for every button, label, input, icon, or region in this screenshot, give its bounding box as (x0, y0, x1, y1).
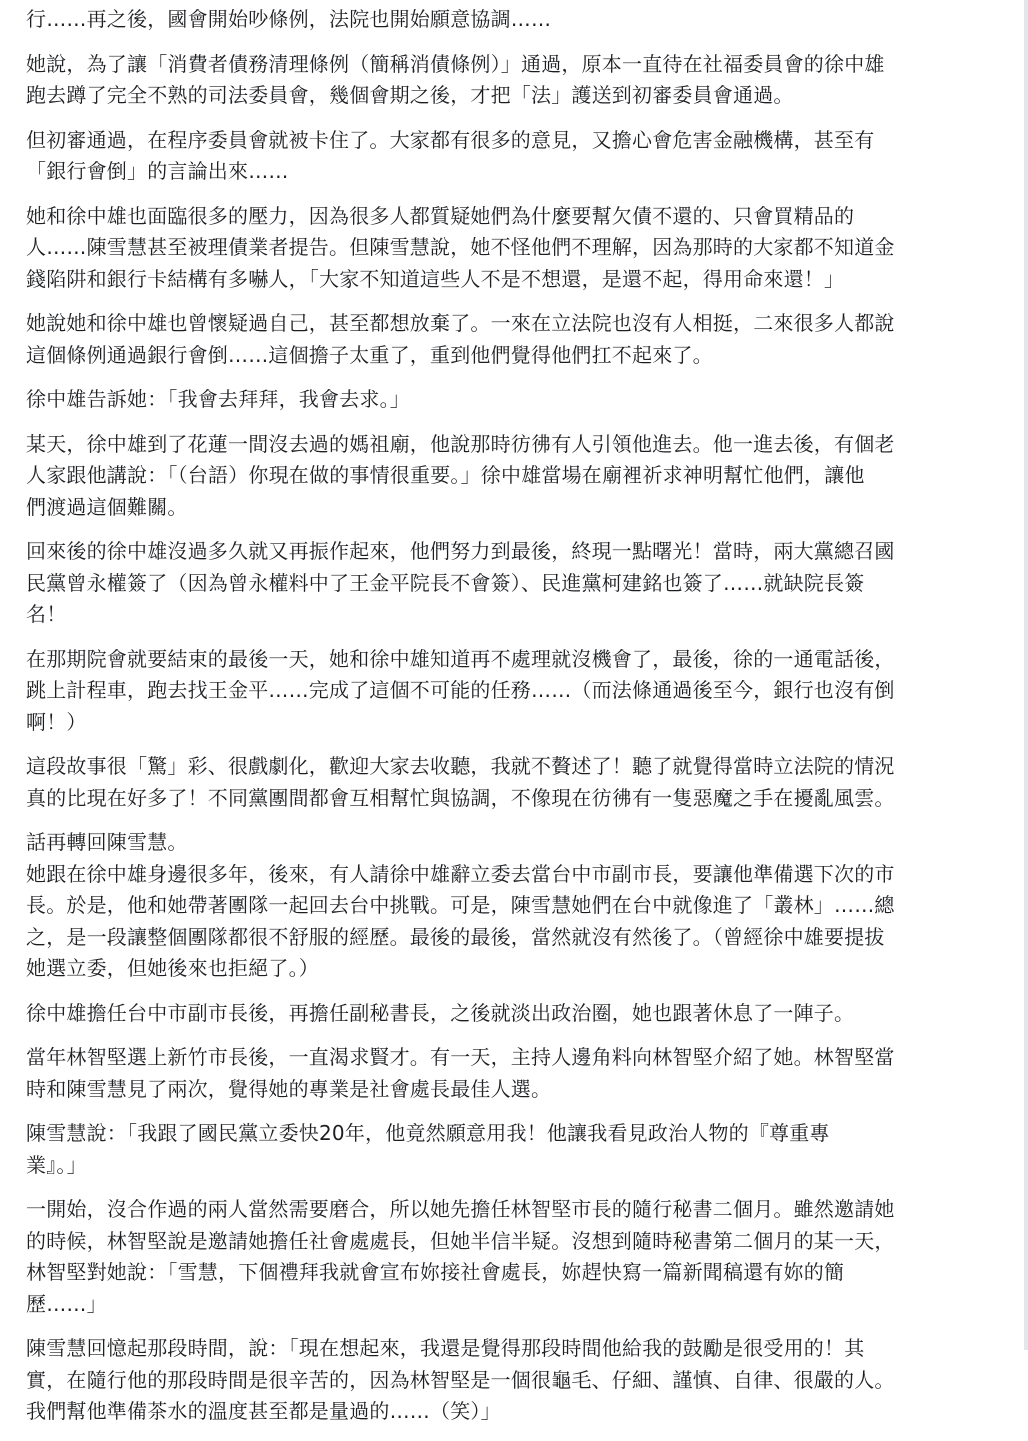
post-paragraph: 她跟在徐中雄身邊很多年，後來，有人請徐中雄辭立委去當台中市副市長，要讓他準備選下次的市 長。於是，他和她帶著團隊一起回去台中挑戰。可是，陳雪慧她們在台中就像進了「叢林」……總 之，是一段讓整個團隊都很不舒服的經歷。最後的最後，當然就沒有然後了。（曾經徐中雄要提拔 她選立委，但她後來也拒絕了。） (26, 861, 895, 980)
post-paragraph: 她說她和徐中雄也曾懷疑過自己，甚至都想放棄了。一來在立法院也沒有人相挺，二來很多人都說 這個條例通過銀行會倒……這個擔子太重了，重到他們覺得他們扛不起來了。 (26, 311, 895, 367)
post-paragraph: 但初審通過，在程序委員會就被卡住了。大家都有很多的意見，又擔心會危害金融機構，甚至有 「銀行會倒」的言論出來…… (26, 127, 875, 183)
post-paragraph: 回來後的徐中雄沒過多久就又再振作起來，他們努力到最後，終現一點曙光！當時，兩大黨總召國 民黨曾永權簽了（因為曾永權料中了王金平院長不會簽）、民進黨柯建銘也簽了……就缺院長簽 名！ (26, 539, 895, 626)
post-paragraph: 她和徐中雄也面臨很多的壓力，因為很多人都質疑她們為什麼要幫欠債不還的、只會買精品的 人……陳雪慧甚至被理債業者提告。但陳雪慧說，她不怪他們不理解，因為那時的大家都不知道金 錢陷阱和銀行卡結構有多嚇人，「大家不知道這些人不是不想還，是還不起，得用命來還！」 (26, 203, 895, 291)
post-paragraph: 徐中雄擔任台中市副市長後，再擔任副秘書長，之後就淡出政治圈，她也跟著休息了一陣子。 (26, 1000, 855, 1025)
post-paragraph: 徐中雄告訴她：「我會去拜拜，我會去求。」 (26, 387, 410, 411)
post-paragraph: 她說，為了讓「消費者債務清理條例（簡稱消債條例）」通過，原本一直待在社福委員會的徐中雄 跑去蹲了完全不熟的司法委員會，幾個會期之後，才把「法」護送到初審委員會通過。 (26, 51, 885, 107)
post-paragraph: 這段故事很「驚」彩、很戲劇化，歡迎大家去收聽，我就不贅述了！聽了就覺得當時立法院的情況 真的比現在好多了！不同黨團間都會互相幫忙與協調，不像現在彷彿有一隻惡魔之手在擾亂風雲。 (26, 754, 895, 810)
post-paragraph: 某天，徐中雄到了花蓮一間沒去過的媽祖廟，他說那時彷彿有人引領他進去。他一進去後，有個老 人家跟他講說：「（台語）你現在做的事情很重要。」徐中雄當場在廟裡祈求神明幫忙他們，讓他 們渡過這個難關。 (26, 431, 895, 519)
post-paragraph: 在那期院會就要結束的最後一天，她和徐中雄知道再不處理就沒機會了，最後，徐的一通電話後， 跳上計程車，跑去找王金平……完成了這個不可能的任務……（而法條通過後至今，銀行也沒有倒 啊！） (26, 646, 895, 734)
post-paragraph: 一開始，沒合作過的兩人當然需要磨合，所以她先擔任林智堅市長的隨行秘書二個月。雖然邀請她 的時候，林智堅說是邀請她擔任社會處處長，但她半信半疑。沒想到隨時秘書第二個月的某一天， 林智堅對她說：「雪慧，下個禮拜我就會宣布妳接社會處長，妳趕快寫一篇新聞稿還有妳的簡 歷……」 (26, 1197, 895, 1316)
post-paragraph: 當年林智堅選上新竹市長後，一直渴求賢才。有一天，主持人邊角料向林智堅介紹了她。林智堅當 時和陳雪慧見了兩次，覺得她的專業是社會處長最佳人選。 (26, 1045, 895, 1101)
post-paragraph: 話再轉回陳雪慧。 (26, 830, 188, 854)
post-paragraph: 陳雪慧回憶起那段時間，說：「現在想起來，我還是覺得那段時間他給我的鼓勵是很受用的！其 實，在隨行他的那段時間是很辛苦的，因為林智堅是一個很龜毛、仔細、謹慎、自律、很嚴的人。 我們幫他準備茶水的溫度甚至都是量過的……（笑）」 (26, 1336, 895, 1423)
post-paragraph: 行……再之後，國會開始吵條例，法院也開始願意協調…… (26, 7, 552, 31)
post-paragraph: 陳雪慧說：「我跟了國民黨立委快20年，他竟然願意用我！他讓我看見政治人物的『尊重專 業』。」 (26, 1121, 830, 1177)
scrollbar-track[interactable] (1024, 0, 1028, 1350)
post-body (26, 4, 1006, 1441)
